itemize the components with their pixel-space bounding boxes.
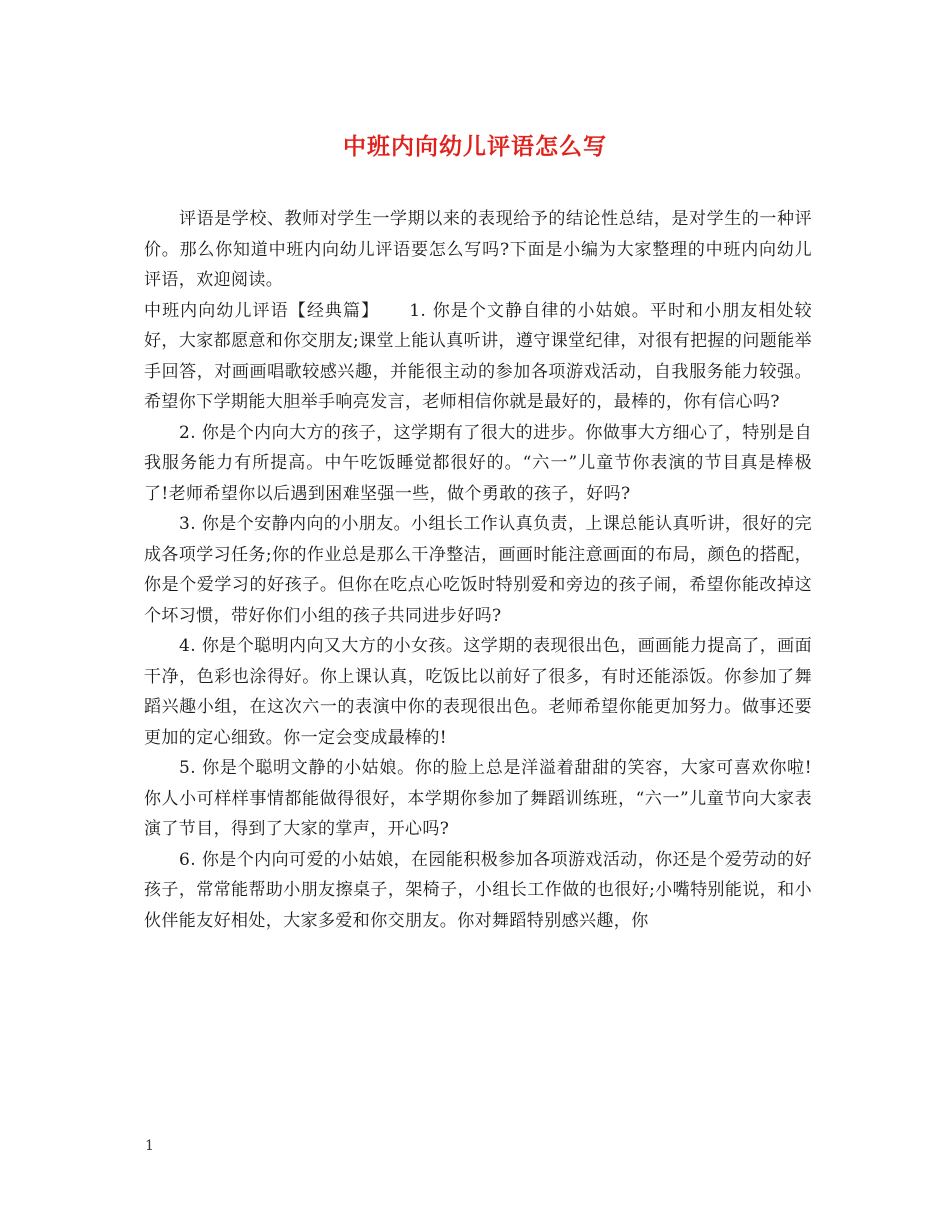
- comment-item-2: 2. 你是个内向大方的孩子，这学期有了很大的进步。你做事大方细心了，特别是自我服务能力有所提高。中午吃饭睡觉都很好的。“六一”儿童节你表演的节目真是棒极了!老师希望你以后遇到困难坚强一些，做个勇敢的孩子，好吗?: [144, 422, 812, 504]
- comment-item-5: 5. 你是个聪明文静的小姑娘。你的脸上总是洋溢着甜甜的笑容，大家可喜欢你啦!你人小可样样事情都能做得很好，本学期你参加了舞蹈训练班，“六一”儿童节向大家表演了节目，得到了大家的掌声，开心吗?: [144, 758, 812, 839]
- comment-item-4: 4. 你是个聪明内向又大方的小女孩。这学期的表现很出色，画画能力提高了，画面干净，色彩也涂得好。你上课认真，吃饭比以前好了很多，有时还能添饭。你参加了舞蹈兴趣小组，在这次六一的表演中你的表现很出色。老师希望你能更加努力。做事还要更加的定心细致。你一定会变成最棒的!: [144, 636, 812, 748]
- first-item-paragraph: [144, 296, 812, 418]
- intro-paragraph: 评语是学校、教师对学生一学期以来的表现给予的结论性总结，是对学生的一种评价。那么你知道中班内向幼儿评语要怎么写吗?下面是小编为大家整理的中班内向幼儿评语，欢迎阅读。: [144, 209, 812, 290]
- section-heading: 中班内向幼儿评语【经典篇】: [144, 300, 380, 321]
- comment-item-1: 1. 你是个文静自律的小姑娘。平时和小朋友相处较好，大家都愿意和你交朋友;课堂上能认真听讲，遵守课堂纪律，对很有把握的问题能举手回答，对画画唱歌较感兴趣，并能很主动的参加各项游戏活动，自我服务能力较强。希望你下学期能大胆举手响亮发言，老师相信你就是最好的，最棒的，你有信心吗?: [144, 300, 812, 412]
- page-number: 1: [145, 1138, 154, 1154]
- comment-item-6: 6. 你是个内向可爱的小姑娘，在园能积极参加各项游戏活动，你还是个爱劳动的好孩子，常常能帮助小朋友擦桌子，架椅子，小组长工作做的也很好;小嘴特别能说，和小伙伴能友好相处，大家多爱和你交朋友。你对舞蹈特别感兴趣，你: [144, 849, 812, 931]
- document-body: [144, 204, 812, 936]
- comment-item-3: 3. 你是个安静内向的小朋友。小组长工作认真负责，上课总能认真听讲，很好的完成各项学习任务;你的作业总是那么干净整洁，画画时能注意画面的布局，颜色的搭配，你是个爱学习的好孩子。但你在吃点心吃饭时特别爱和旁边的孩子闹，希望你能改掉这个坏习惯，带好你们小组的孩子共同进步好吗?: [144, 514, 812, 626]
- document-title: 中班内向幼儿评语怎么写: [343, 133, 607, 160]
